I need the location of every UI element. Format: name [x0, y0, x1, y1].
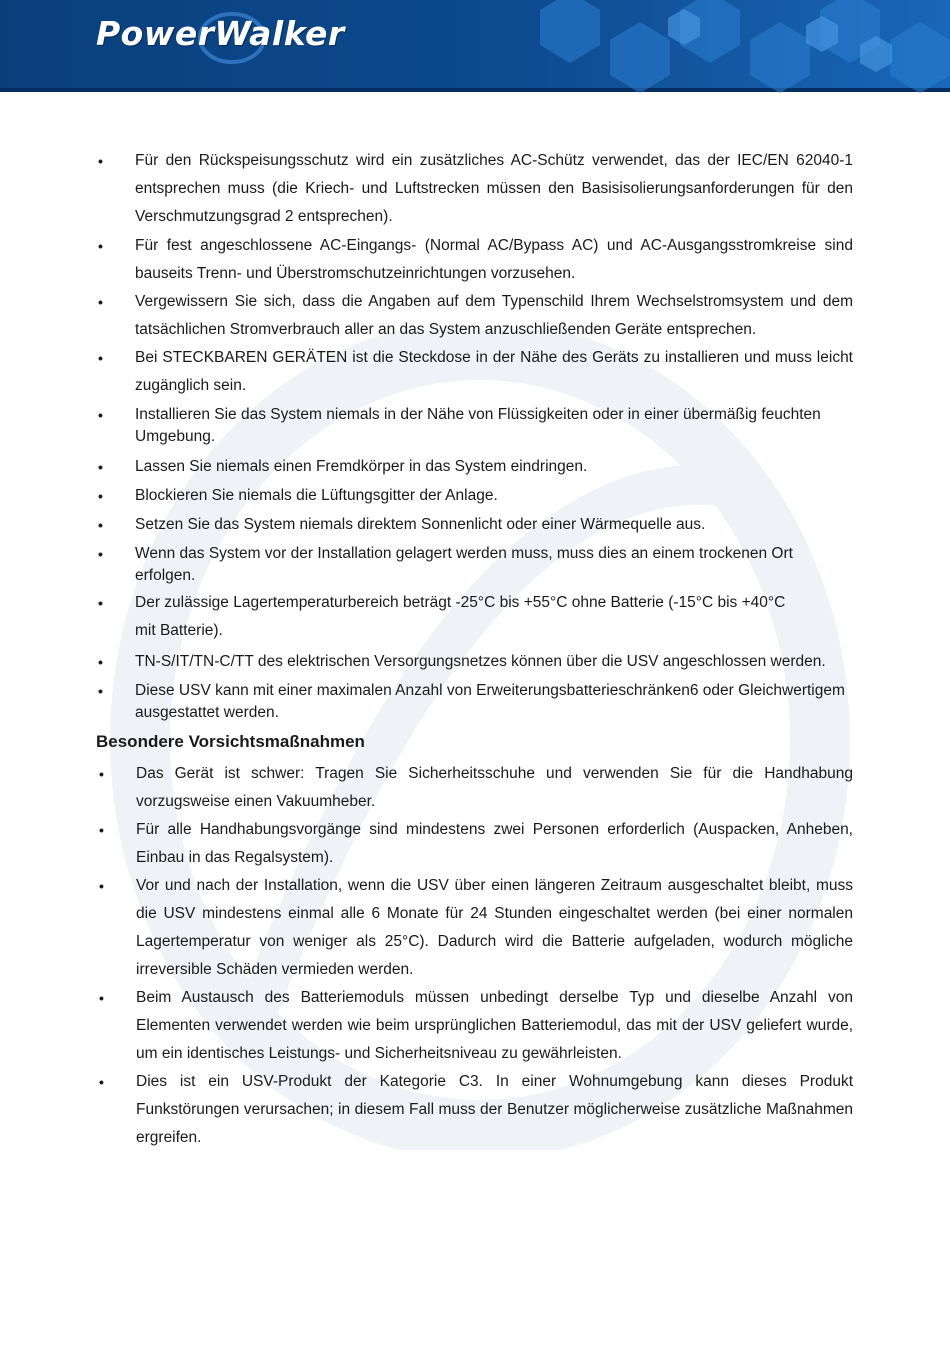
list-item-text: Bei STECKBAREN GERÄTEN ist die Steckdose in der Nähe des Geräts zu installieren und muss leicht zugänglich sein. [135, 349, 853, 394]
list-item-text: Das Gerät ist schwer: Tragen Sie Sicherheitsschuhe und verwenden Sie für die Handhabung vorzugsweise einen Vakuumheber. [136, 765, 853, 810]
bullet-icon: • [99, 822, 104, 838]
list-item [98, 485, 875, 507]
bullet-icon: • [98, 459, 103, 475]
list-item [98, 147, 853, 231]
list-item [98, 232, 853, 288]
list-item [98, 404, 875, 448]
list-item-text: Der zulässige Lagertemperaturbereich beträgt -25°C bis +55°C ohne Batterie (-15°C bis +40°C mit Batterie). [135, 594, 786, 639]
list-item [98, 456, 875, 478]
page-header-banner [0, 0, 950, 100]
bullet-icon: • [98, 654, 103, 670]
bullet-icon: • [99, 1074, 104, 1090]
bullet-icon: • [98, 517, 103, 533]
bullet-icon: • [99, 766, 104, 782]
list-item [99, 1068, 853, 1152]
bullet-icon: • [99, 990, 104, 1006]
list-item [98, 589, 795, 645]
bullet-icon: • [98, 595, 103, 611]
list-item-text: Beim Austausch des Batteriemoduls müssen unbedingt derselbe Typ und dieselbe Anzahl von Elementen verwendet werden wie beim ursprünglichen Batteriemodul, das mit der USV geliefert wurde, um ein identisches Leistungs- und Sicherheitsniveau zu gewährleisten. [136, 989, 853, 1062]
bullet-icon: • [98, 488, 103, 504]
list-item [98, 288, 853, 344]
list-item-text: Installieren Sie das System niemals in der Nähe von Flüssigkeiten oder in einer übermäßig feuchten Umgebung. [135, 406, 821, 445]
bullet-icon: • [98, 407, 103, 423]
list-item [99, 984, 853, 1068]
bullet-icon: • [98, 546, 103, 562]
list-item [99, 816, 853, 872]
list-item-text: Diese USV kann mit einer maximalen Anzahl von Erweiterungsbatterieschränken6 oder Gleichwertigem ausgestattet werden. [135, 682, 845, 721]
list-item-text: Wenn das System vor der Installation gelagert werden muss, muss dies an einem trockenen Ort erfolgen. [135, 545, 793, 584]
section-heading: Besondere Vorsichtsmaßnahmen [96, 732, 365, 751]
bullet-icon: • [98, 153, 103, 169]
list-item [98, 543, 855, 587]
list-item-text: Lassen Sie niemals einen Fremdkörper in das System eindringen. [135, 458, 588, 475]
logo-text: PowerWalker [96, 14, 345, 53]
list-item-text: TN-S/IT/TN-C/TT des elektrischen Versorgungsnetzes können über die USV angeschlossen werden. [135, 653, 826, 670]
list-item [98, 651, 895, 673]
list-item [99, 872, 853, 984]
list-item [99, 760, 853, 816]
list-item-text: Für fest angeschlossene AC-Eingangs- (Normal AC/Bypass AC) und AC-Ausgangsstromkreise sind bauseits Trenn- und Überstromschutzeinrichtungen vorzusehen. [135, 237, 853, 282]
bullet-icon: • [99, 878, 104, 894]
list-item-text: Vergewissern Sie sich, dass die Angaben auf dem Typenschild Ihrem Wechselstromsystem und dem tatsächlichen Stromverbrauch aller an das System anzuschließenden Geräte entsprechen. [135, 293, 853, 338]
bullet-icon: • [98, 683, 103, 699]
list-item [98, 680, 905, 724]
list-item-text: Für den Rückspeisungsschutz wird ein zusätzliches AC-Schütz verwendet, das der IEC/EN 62040-1 entsprechen muss (die Kriech- und Luftstrecken müssen den Basisisolierungsanforderungen für den Verschmutzungsgrad 2 entsprechen). [135, 152, 853, 225]
list-item-text: Setzen Sie das System niemals direktem Sonnenlicht oder einer Wärmequelle aus. [135, 516, 706, 533]
list-item [98, 344, 853, 400]
list-item-text: Vor und nach der Installation, wenn die USV über einen längeren Zeitraum ausgeschaltet bleibt, muss die USV mindestens einmal alle 6 Monate für 24 Stunden eingeschaltet werden (bei einer normalen Lagertemperatur von weniger als 25°C). Dadurch wird die Batterie aufgeladen, wodurch mögliche irreversible Schäden vermieden werden. [136, 877, 853, 978]
list-item-text: Blockieren Sie niemals die Lüftungsgitter der Anlage. [135, 487, 498, 504]
bullet-icon: • [98, 350, 103, 366]
list-item-text: Dies ist ein USV-Produkt der Kategorie C3. In einer Wohnumgebung kann dieses Produkt Funkstörungen verursachen; in diesem Fall muss der Benutzer möglicherweise zusätzliche Maßnahmen ergreifen. [136, 1073, 853, 1146]
list-item-text: Für alle Handhabungsvorgänge sind mindestens zwei Personen erforderlich (Auspacken, Anheben, Einbau in das Regalsystem). [136, 821, 853, 866]
bullet-icon: • [98, 294, 103, 310]
list-item [98, 514, 875, 536]
bullet-icon: • [98, 238, 103, 254]
